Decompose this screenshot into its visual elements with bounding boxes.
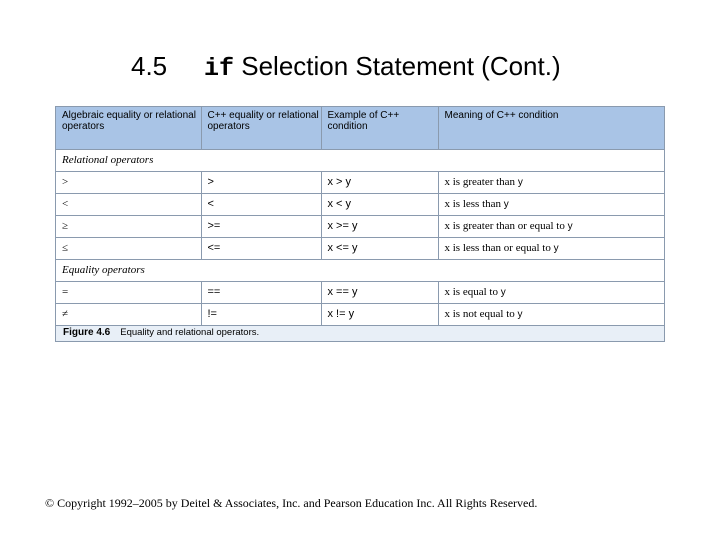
- example-cell: x > y: [321, 171, 438, 193]
- meaning-var: y: [517, 176, 523, 188]
- figure-caption: [63, 327, 259, 338]
- operators-table: [56, 107, 664, 326]
- cpp-operator-cell: <: [201, 193, 321, 215]
- figure-panel: [55, 106, 665, 342]
- cpp-operator-cell: >: [201, 171, 321, 193]
- slide-title: [0, 48, 720, 88]
- table-row: [56, 303, 664, 325]
- meaning-text: x is greater than: [444, 175, 518, 188]
- figure-label: Figure 4.6: [63, 327, 111, 338]
- section-label-relational: Relational operators: [56, 149, 664, 171]
- algebraic-cell: ≥: [56, 215, 201, 237]
- cpp-operator-cell: >=: [201, 215, 321, 237]
- header-algebraic: Algebraic equality or relational operators: [56, 107, 201, 149]
- meaning-text: x is not equal to: [444, 307, 518, 320]
- example-cell: x <= y: [321, 237, 438, 259]
- copyright-footer: © Copyright 1992–2005 by Deitel & Associates, Inc. and Pearson Education Inc. All Rights Reserved.: [45, 496, 538, 510]
- section-label-equality: Equality operators: [56, 259, 664, 281]
- cpp-operator-cell: !=: [201, 303, 321, 325]
- meaning-var: y: [503, 198, 509, 210]
- section-row-relational: [56, 149, 664, 171]
- cpp-operator-cell: <=: [201, 237, 321, 259]
- algebraic-cell: ≠: [56, 303, 201, 325]
- algebraic-cell: ≤: [56, 237, 201, 259]
- table-row: [56, 215, 664, 237]
- meaning-var: y: [517, 308, 523, 320]
- header-example: Example of C++ condition: [321, 107, 438, 149]
- example-cell: x == y: [321, 281, 438, 303]
- table-row: [56, 171, 664, 193]
- title-rest: Selection Statement (Cont.): [234, 51, 561, 81]
- meaning-text: x is less than: [444, 197, 504, 210]
- meaning-cell: [438, 171, 664, 193]
- algebraic-cell: <: [56, 193, 201, 215]
- table-row: [56, 281, 664, 303]
- meaning-var: y: [567, 220, 573, 232]
- meaning-text: x is greater than or equal to: [444, 219, 568, 232]
- meaning-var: y: [553, 242, 559, 254]
- meaning-text: x is less than or equal to: [444, 241, 554, 254]
- caption-text: Equality and relational operators.: [120, 327, 260, 338]
- meaning-cell: [438, 237, 664, 259]
- table-row: [56, 237, 664, 259]
- section-row-equality: [56, 259, 664, 281]
- table-header-row: [56, 107, 664, 149]
- algebraic-cell: =: [56, 281, 201, 303]
- meaning-cell: [438, 281, 664, 303]
- example-cell: x < y: [321, 193, 438, 215]
- header-meaning: Meaning of C++ condition: [438, 107, 664, 149]
- header-cpp-operator: C++ equality or relational operators: [201, 107, 321, 149]
- meaning-cell: [438, 215, 664, 237]
- section-number: 4.5: [131, 51, 168, 81]
- title-keyword: if: [204, 54, 235, 83]
- cpp-operator-cell: ==: [201, 281, 321, 303]
- table-row: [56, 193, 664, 215]
- algebraic-cell: >: [56, 171, 201, 193]
- meaning-var: y: [500, 286, 506, 298]
- example-cell: x != y: [321, 303, 438, 325]
- meaning-cell: [438, 303, 664, 325]
- meaning-cell: [438, 193, 664, 215]
- meaning-text: x is equal to: [444, 285, 501, 298]
- title-text: [204, 48, 561, 87]
- example-cell: x >= y: [321, 215, 438, 237]
